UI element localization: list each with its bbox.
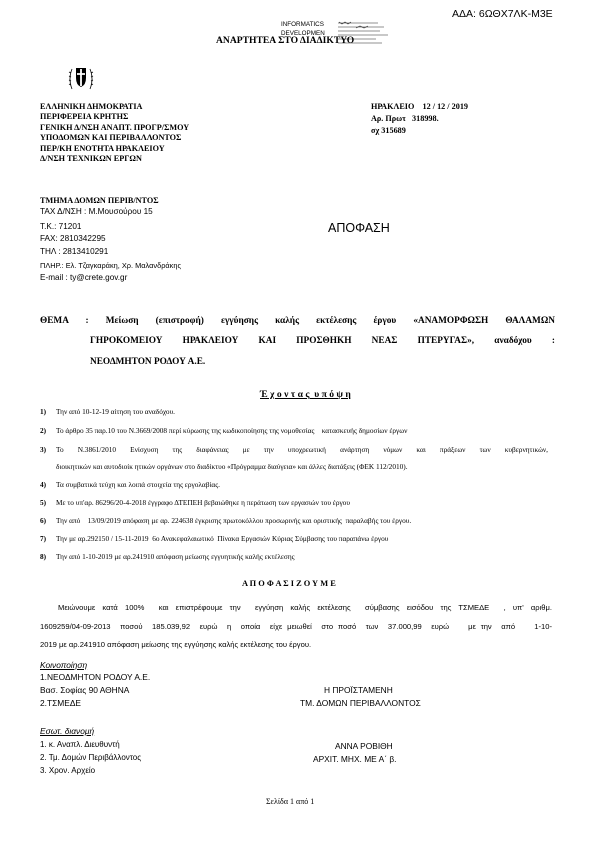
notify-line: 1.ΝΕΟΔΜΗΤΟΝ ΡΟΔΟΥ Α.Ε. (40, 672, 151, 682)
protocol-number: Αρ. Πρωτ 318998. (371, 114, 439, 123)
contact-persons: ΠΛΗΡ.: Ελ. Τζαγκαράκη, Χρ. Μαλανδράκης (40, 261, 182, 270)
subject-line-3: ΝΕΟΔΜΗΤΟΝ ΡΟΔΟΥ Α.Ε. (90, 357, 206, 367)
internal-line: 2. Τμ. Δομών Περιβάλλοντος (40, 753, 142, 762)
sx-number: σχ 315689 (371, 126, 406, 135)
stamp-text-bottom: DEVELOPMEN (281, 30, 325, 37)
org-line: ΕΛΛΗΝΙΚΗ ΔΗΜΟΚΡΑΤΙΑ (40, 102, 143, 111)
signature-name: ΑΝΝΑ ΡΟΒΙΘΗ (335, 741, 393, 751)
notify-title: Κοινοποίηση (40, 660, 88, 670)
considering-title: Έ χ ο ν τ α ς υ π ό ψ η (260, 389, 351, 400)
signature-role: Η ΠΡΟΪΣΤΑΜΕΝΗ (324, 685, 393, 695)
subject-line-2: ΓΗΡΟΚΟΜΕΙΟΥ ΗΡΑΚΛΕΙΟΥ ΚΑΙ ΠΡΟΣΘΗΚΗ ΝΕΑΣ ΠΤΕΡΥΓΑΣ», αναδόχου : (90, 336, 555, 346)
org-line: ΠΕΡ/ΚΗ ΕΝΟΤΗΤΑ ΗΡΑΚΛΕΙΟΥ (40, 143, 165, 153)
signature-title: ΑΡΧΙΤ. ΜΗΧ. ΜΕ Α΄ β. (313, 754, 397, 764)
org-block (40, 102, 189, 164)
org-line: ΠΕΡΙΦΕΡΕΙΑ ΚΡΗΤΗΣ (40, 112, 129, 122)
postcode: Τ.Κ.: 71201 (40, 222, 82, 231)
internal-line: 1. κ. Αναπλ. Διευθυντή (40, 740, 120, 749)
posted-banner: ΑΝΑΡΤΗΤΕΑ ΣΤΟ ΔΙΑΔΙΚΤΥΟ (216, 35, 355, 46)
org-line: Δ/ΝΣΗ ΤΕΧΝΙΚΩΝ ΕΡΓΩΝ (40, 154, 142, 164)
phone: ΤΗΛ : 2813410291 (40, 247, 109, 256)
decide-body-line: 1609259/04-09-2013 ποσού 185.039,92 ευρώ η οποία είχε μειωθεί στο ποσό των 37.000,99 ευρώ με την από 1-10- (40, 622, 552, 631)
notify-line: Βασ. Σοφίας 90 ΑΘΗΝΑ (40, 685, 130, 695)
decide-body-line: Μειώνουμε κατά 100% και επιστρέφουμε την εγγύηση καλής εκτέλεσης σύμβασης εισόδου της ΤΣΜΕΔΕ , υπ' αριθμ. (58, 603, 552, 612)
greek-coat-of-arms-icon (68, 63, 94, 96)
org-line: ΓΕΝΙΚΗ Δ/ΝΣΗ ΑΝΑΠΤ. ΠΡΟΓΡ/ΣΜΟΥ (40, 122, 190, 132)
page-footer: Σελίδα 1 από 1 (266, 797, 315, 806)
internal-line: 3. Χρον. Αρχείο (40, 766, 96, 775)
subject-line-1: ΘΕΜΑ : Μείωση (επιστροφή) εγγύησης καλής εκτέλεσης έργου «ΑΝΑΜΟΡΦΩΣΗ ΘΑΛΑΜΩΝ (40, 316, 555, 326)
email: E-mail : ty@crete.gov.gr (40, 273, 128, 282)
decide-body-line: 2019 με αρ.241910 απόφαση μείωσης της εγγύησης καλής εκτέλεσης του έργου. (40, 640, 312, 649)
doc-date: ΗΡΑΚΛΕΙΟ 12 / 12 / 2019 (371, 102, 469, 111)
ada-code: ΑΔΑ: 6ΩΘΧ7ΛΚ-Μ3Ε (452, 8, 553, 20)
notify-line: 2.ΤΣΜΕΔΕ (40, 698, 82, 708)
fax: FAX: 2810342295 (40, 234, 106, 243)
decide-title: Α Π Ο Φ Α Σ Ι Ζ Ο Υ Μ Ε (242, 579, 336, 588)
signature-department: ΤΜ. ΔΟΜΩΝ ΠΕΡΙΒΑΛΛΟΝΤΟΣ (300, 698, 421, 708)
org-line: ΥΠΟΔΟΜΩΝ ΚΑΙ ΠΕΡΙΒΑΛΛΟΝΤΟΣ (40, 133, 182, 143)
stamp-text-top: INFORMATICS (281, 21, 324, 28)
decision-title: ΑΠΟΦΑΣΗ (328, 221, 390, 235)
address: ΤΑΧ Δ/ΝΣΗ : Μ.Μουσούρου 15 (40, 207, 153, 216)
internal-title: Εσωτ. διανομή (40, 726, 95, 736)
department: ΤΜΗΜΑ ΔΟΜΩΝ ΠΕΡΙΒ/ΝΤΟΣ (40, 196, 159, 205)
